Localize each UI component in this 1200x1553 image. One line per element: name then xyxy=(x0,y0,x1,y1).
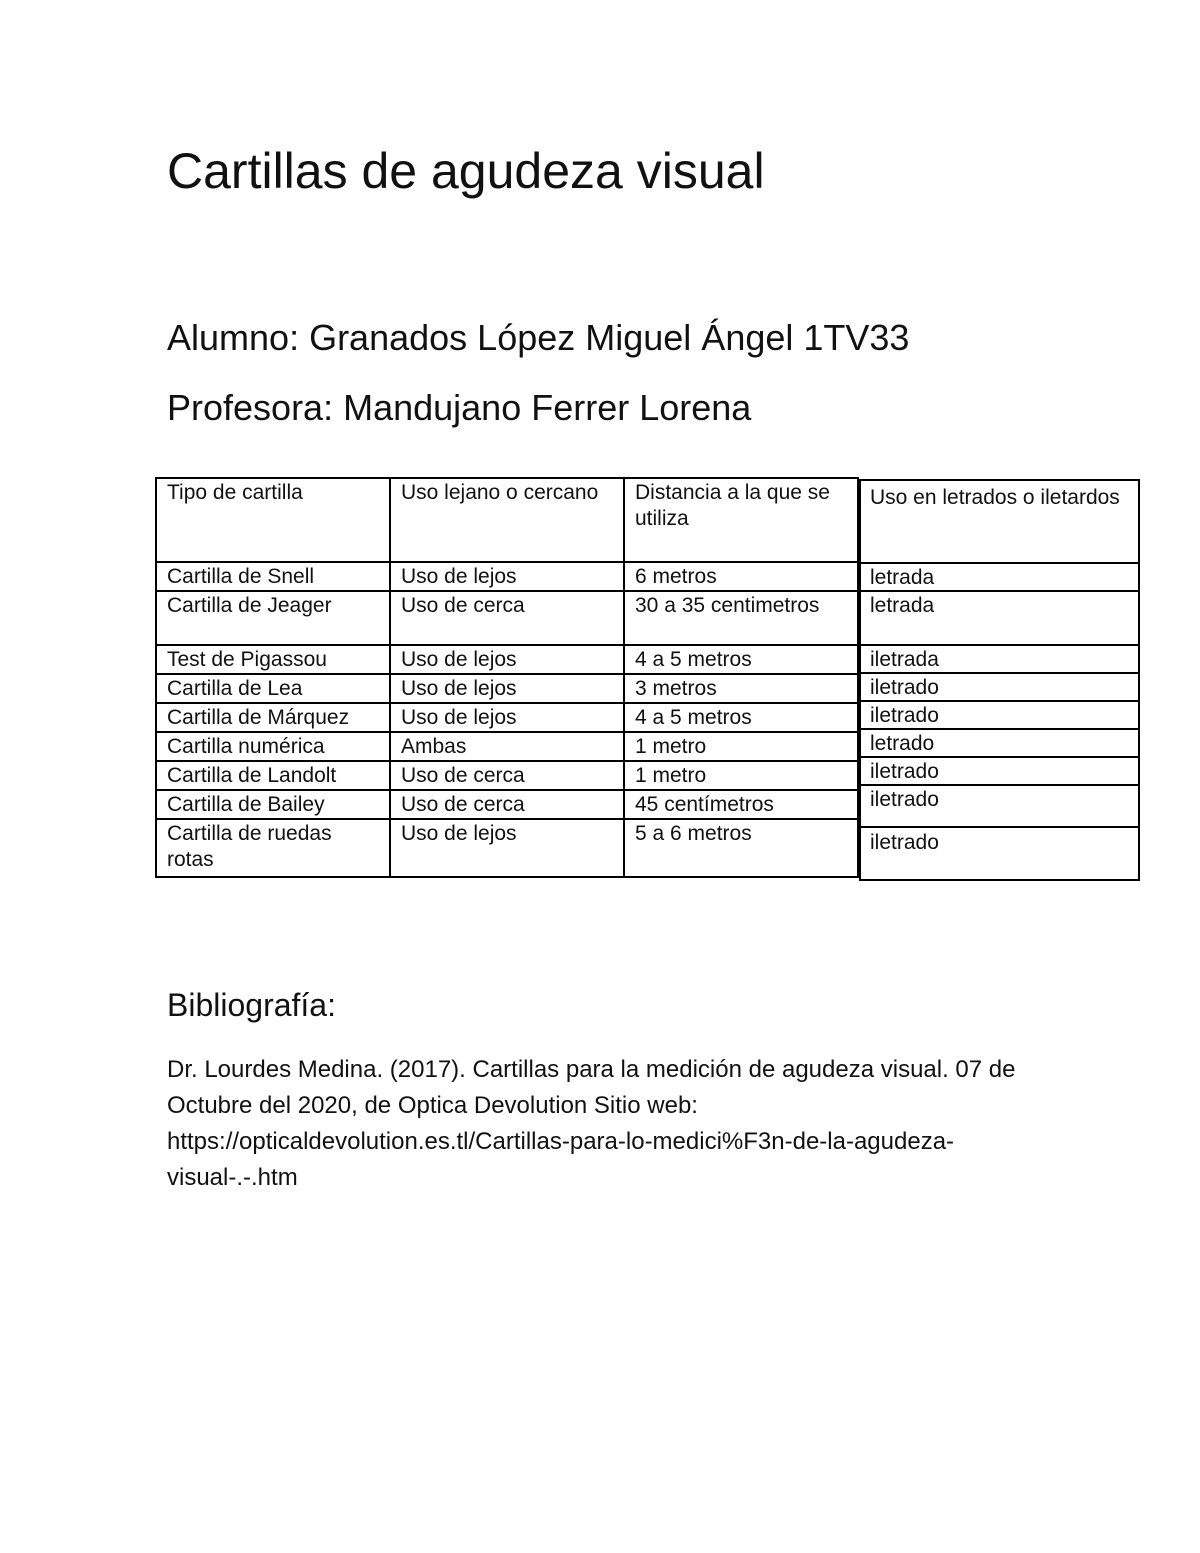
student-line: Alumno: Granados López Miguel Ángel 1TV33 xyxy=(167,317,910,358)
table-cell: iletrado xyxy=(859,700,1140,730)
table-cell: iletrado xyxy=(859,672,1140,702)
table-cell: Cartilla de Bailey xyxy=(156,790,390,819)
table-row xyxy=(156,703,858,732)
table-row xyxy=(156,819,858,877)
table-cell: Cartilla numérica xyxy=(156,732,390,761)
table-cell: Test de Pigassou xyxy=(156,645,390,674)
table-cell: 1 metro xyxy=(624,761,858,790)
table-cell: Ambas xyxy=(390,732,624,761)
table-cell: Uso de lejos xyxy=(390,562,624,591)
table-cell: 1 metro xyxy=(624,732,858,761)
table-cell: letrada xyxy=(859,590,1140,646)
bibliography-entry: Dr. Lourdes Medina. (2017). Cartillas para la medición de agudeza visual. 07 de Octubre del 2020, de Optica Devolution Sitio web: https://opticaldevolution.es.tl/Cartillas-para-lo-medici%F3n-de-la-agudeza-visual-.-.htm xyxy=(167,1056,1016,1191)
table-cell: Cartilla de Márquez xyxy=(156,703,390,732)
table-cell: Uso de cerca xyxy=(390,761,624,790)
table-cell: letrado xyxy=(859,728,1140,758)
table-cell: Cartilla de Landolt xyxy=(156,761,390,790)
table-cell: iletrado xyxy=(859,826,1140,881)
table-cell: Cartilla de Snell xyxy=(156,562,390,591)
table-cell: Uso de lejos xyxy=(390,674,624,703)
teacher-line: Profesora: Mandujano Ferrer Lorena xyxy=(167,387,752,428)
table-cell: iletrado xyxy=(859,756,1140,786)
table-row xyxy=(156,591,858,645)
table-cell: 30 a 35 centimetros xyxy=(624,591,858,645)
header-cell: Tipo de cartilla xyxy=(156,478,390,562)
table-cell: iletrado xyxy=(859,784,1140,828)
table-row xyxy=(156,645,858,674)
page-title: Cartillas de agudeza visual xyxy=(167,143,765,199)
table-row xyxy=(156,732,858,761)
table-header-row xyxy=(156,478,858,562)
header-cell: Uso en letrados o iletardos xyxy=(859,479,1140,564)
table-cell: Cartilla de ruedas rotas xyxy=(156,819,390,877)
table-cell: Uso de lejos xyxy=(390,645,624,674)
table-row xyxy=(156,562,858,591)
table-row xyxy=(156,790,858,819)
table-cell: 4 a 5 metros xyxy=(624,645,858,674)
charts-table xyxy=(155,477,859,878)
table-cell: iletrada xyxy=(859,644,1140,674)
table-cell: Uso de lejos xyxy=(390,819,624,877)
header-cell: Distancia a la que se utiliza xyxy=(624,478,858,562)
table-cell: Cartilla de Lea xyxy=(156,674,390,703)
table-row xyxy=(156,674,858,703)
table-cell: Cartilla de Jeager xyxy=(156,591,390,645)
table-cell: Uso de cerca xyxy=(390,790,624,819)
table-cell: letrada xyxy=(859,562,1140,592)
bibliography-heading: Bibliografía: xyxy=(167,987,336,1023)
table-cell: Uso de lejos xyxy=(390,703,624,732)
table-cell: 3 metros xyxy=(624,674,858,703)
table-cell: 4 a 5 metros xyxy=(624,703,858,732)
table-row xyxy=(156,761,858,790)
table-cell: 5 a 6 metros xyxy=(624,819,858,877)
table-cell: 45 centímetros xyxy=(624,790,858,819)
table-cell: Uso de cerca xyxy=(390,591,624,645)
header-cell: Uso lejano o cercano xyxy=(390,478,624,562)
table-cell: 6 metros xyxy=(624,562,858,591)
